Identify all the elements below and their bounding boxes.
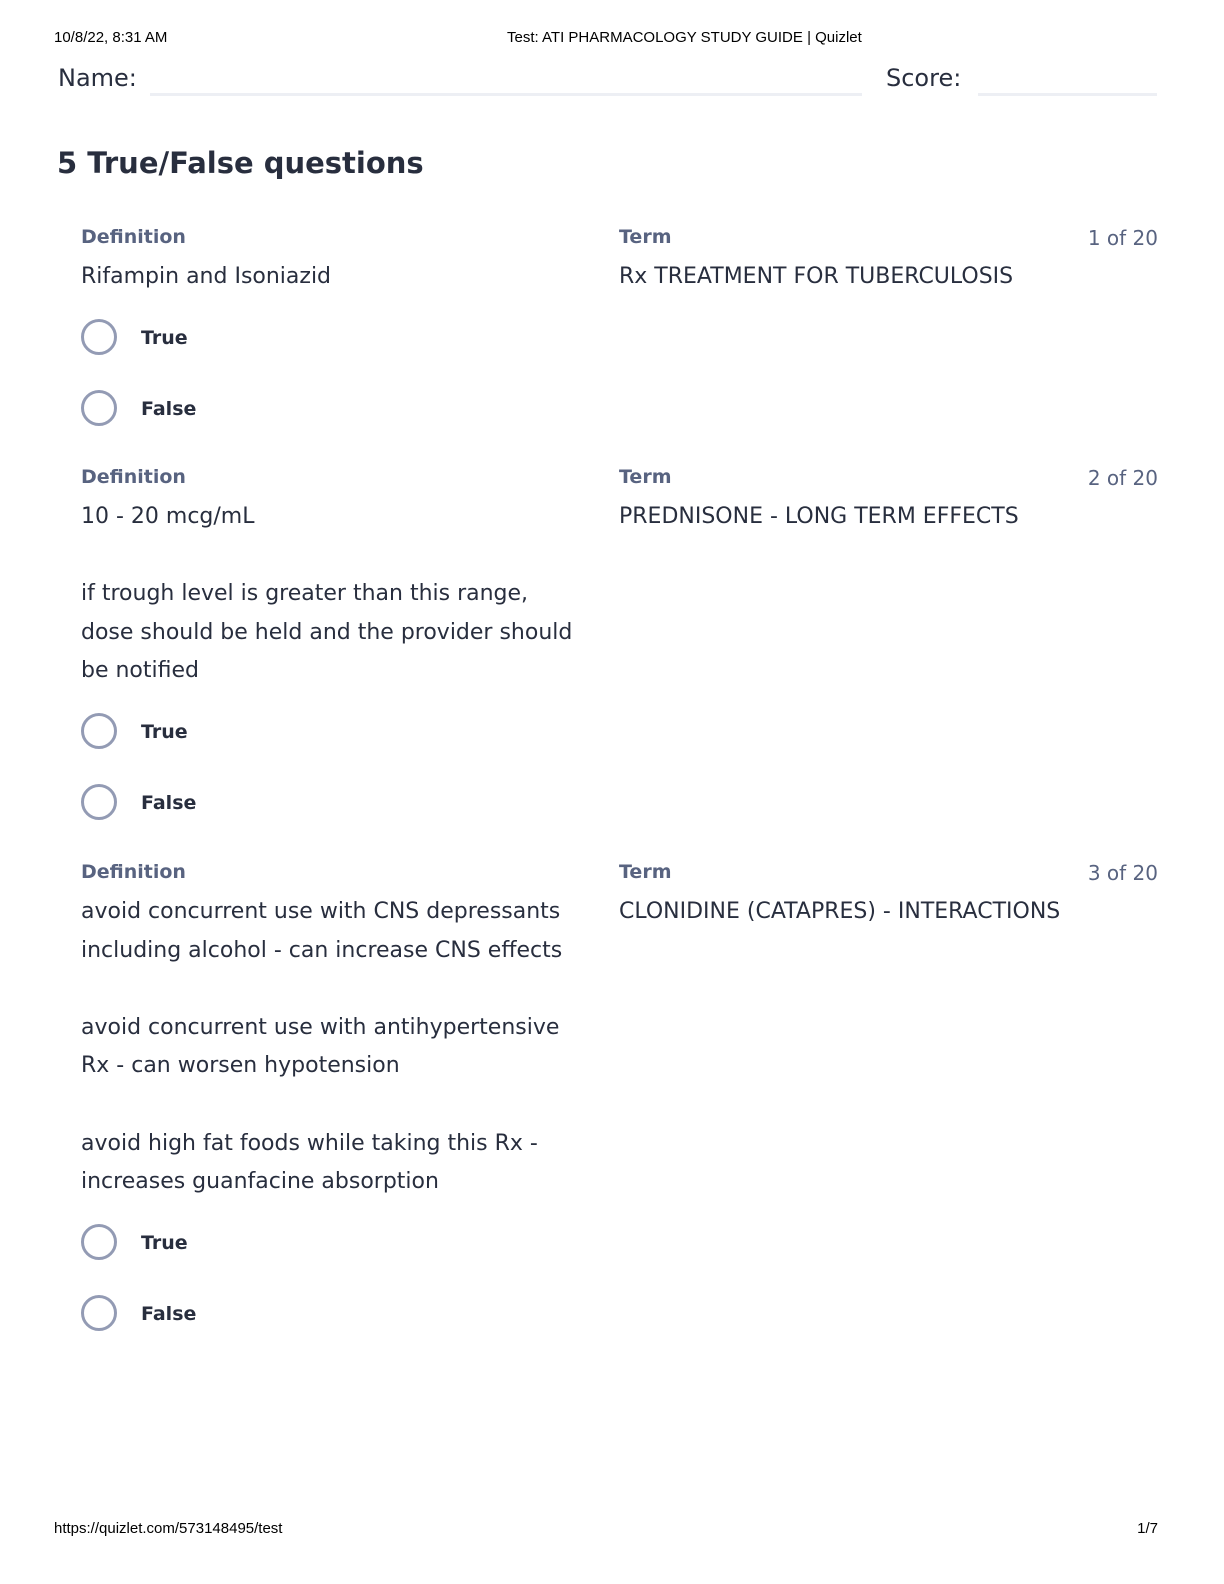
print-page-title: Test: ATI PHARMACOLOGY STUDY GUIDE | Quizlet [507, 29, 862, 46]
score-field[interactable] [978, 93, 1157, 96]
false-option[interactable] [81, 390, 381, 428]
question-counter: 1 of 20 [1087, 226, 1158, 250]
term-label: Term [619, 226, 672, 248]
term-text: Rx TREATMENT FOR TUBERCULOSIS [619, 264, 1014, 289]
definition-label: Definition [81, 466, 186, 488]
radio-circle-icon[interactable] [81, 784, 117, 820]
false-option-label: False [141, 1303, 197, 1325]
radio-circle-icon[interactable] [81, 1224, 117, 1260]
term-text: CLONIDINE (CATAPRES) - INTERACTIONS [619, 899, 1061, 924]
print-datetime: 10/8/22, 8:31 AM [54, 29, 168, 46]
definition-text: 10 - 20 mcg/mL if trough level is greater than this range, dose should be held and the provider should be notified [81, 504, 573, 684]
term-text: PREDNISONE - LONG TERM EFFECTS [619, 504, 1019, 529]
question-counter: 3 of 20 [1087, 861, 1158, 885]
question-card [81, 226, 1158, 436]
print-footer [54, 1520, 1158, 1540]
print-page-number: 1/7 [1137, 1520, 1158, 1537]
name-field[interactable] [150, 93, 862, 96]
question-card [81, 861, 1158, 1341]
radio-circle-icon[interactable] [81, 713, 117, 749]
definition-label: Definition [81, 861, 186, 883]
true-option-label: True [141, 721, 188, 743]
false-option-label: False [141, 792, 197, 814]
radio-circle-icon[interactable] [81, 319, 117, 355]
definition-text: Rifampin and Isoniazid [81, 264, 332, 289]
definition-label: Definition [81, 226, 186, 248]
true-option[interactable] [81, 319, 381, 357]
name-label: Name: [58, 64, 137, 92]
definition-text: avoid concurrent use with CNS depressants including alcohol - can increase CNS effects avoid concurrent use with antihypertensive Rx - can worsen hypotension avoid high fat foods while taking this Rx - increases guanfacine absorption [81, 899, 563, 1195]
true-option-label: True [141, 327, 188, 349]
question-card [81, 466, 1158, 826]
true-option[interactable] [81, 713, 381, 751]
false-option[interactable] [81, 784, 381, 822]
false-option-label: False [141, 398, 197, 420]
score-label: Score: [886, 64, 962, 92]
print-header [54, 29, 1158, 49]
true-option[interactable] [81, 1224, 381, 1262]
name-score-row [58, 62, 1158, 102]
question-counter: 2 of 20 [1087, 466, 1158, 490]
section-title: 5 True/False questions [57, 146, 424, 180]
radio-circle-icon[interactable] [81, 390, 117, 426]
print-url: https://quizlet.com/573148495/test [54, 1520, 283, 1537]
radio-circle-icon[interactable] [81, 1295, 117, 1331]
true-option-label: True [141, 1232, 188, 1254]
false-option[interactable] [81, 1295, 381, 1333]
term-label: Term [619, 466, 672, 488]
term-label: Term [619, 861, 672, 883]
